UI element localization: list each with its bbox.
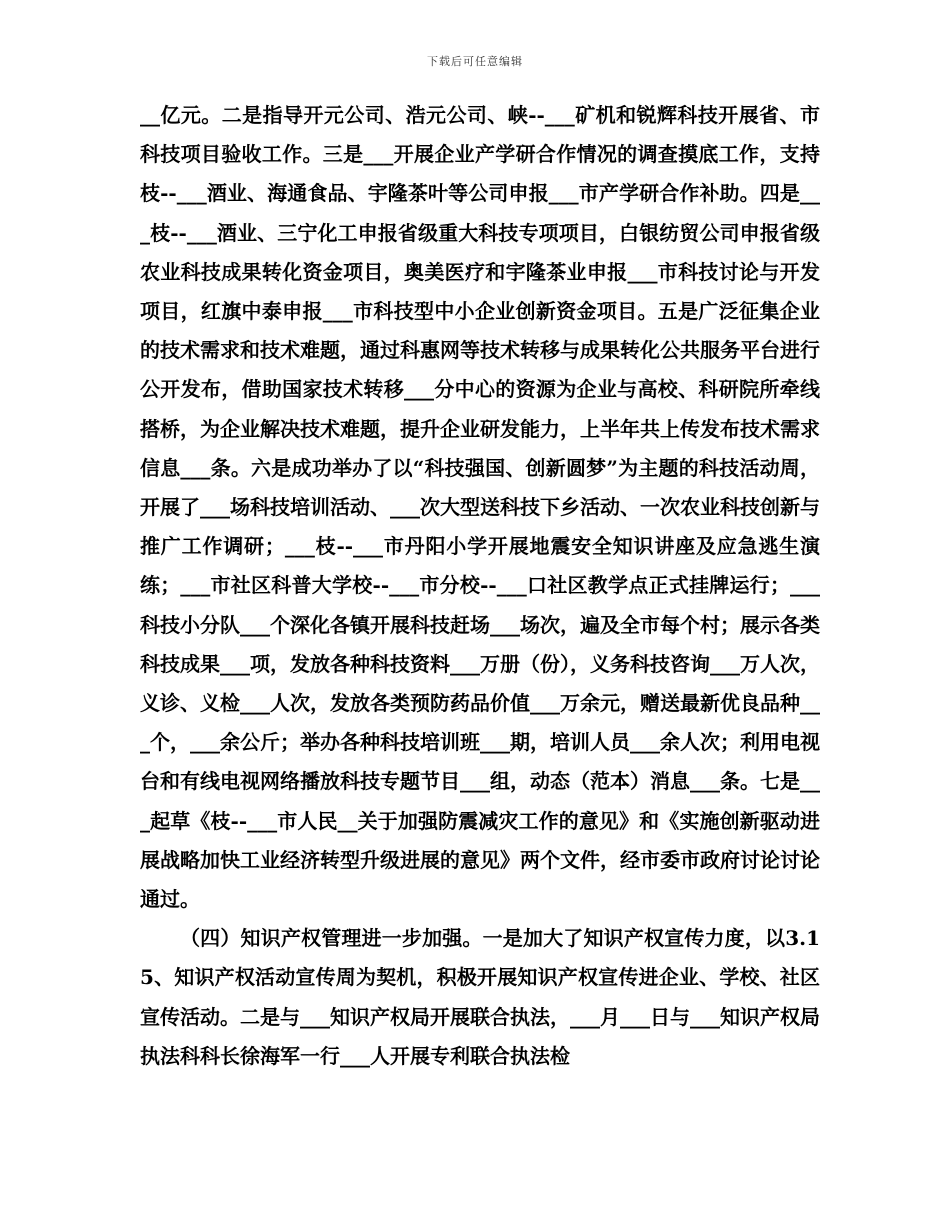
page-header-note: 下载后可任意编辑 — [427, 55, 523, 68]
body-paragraph-2: （四）知识产权管理进一步加强。一是加大了知识产权宣传力度，以3.15、知识产权活动宣传周为契机，积极开展知识产权宣传进企业、学校、社区宣传活动。二是与___知识产权局开展联合执法，___月___日与___知识产权局执法科科长徐海军一行___人开展专利联合执法检 — [140, 926, 820, 1068]
document-body — [140, 96, 820, 1076]
body-paragraph-1: __亿元。二是指导开元公司、浩元公司、峡--___矿机和锐辉科技开展省、市科技项目验收工作。三是___开展企业产学研合作情况的调查摸底工作，支持枝--___酒业、海通食品、宇隆茶叶等公司申报___市产学研合作补助。四是___枝--___酒业、三宁化工申报省级重大科技专项项目，白银纺贸公司申报省级农业科技成果转化资金项目，奥美医疗和宇隆茶业申报___市科技讨论与开发项目，红旗中泰申报___市科技型中小企业创新资金项目。五是广泛征集企业的技术需求和技术难题，通过科惠网等技术转移与成果转化公共服务平台进行公开发布，借助国家技术转移___分中心的资源为企业与高校、科研院所牵线搭桥，为企业解决技术难题，提升企业研发能力，上半年共上传发布技术需求信息___条。六是成功举办了以“科技强国、创新圆梦”为主题的科技活动周，开展了___场科技培训活动、___次大型送科技下乡活动、一次农业科技创新与推广工作调研；___枝--___市丹阳小学开展地震安全知识讲座及应急逃生演练；___市社区科普大学校--___市分校--___口社区教学点正式挂牌运行；___科技小分队___个深化各镇开展科技赶场___场次，遍及全市每个村；展示各类科技成果___项，发放各种科技资料___万册（份），义务科技咨询___万人次，义诊、义检___人次，发放各类预防药品价值___万余元，赠送最新优良品种___个，___余公斤；举办各种科技培训班___期，培训人员___余人次；利用电视台和有线电视网络播放科技专题节目___组，动态（范本）消息___条。七是___起草《枝--___市人民__关于加强防震减灾工作的意见》和《实施创新驱动进展战略加快工业经济转型升级进展的意见》两个文件，经市委市政府讨论讨论通过。 — [140, 103, 820, 912]
